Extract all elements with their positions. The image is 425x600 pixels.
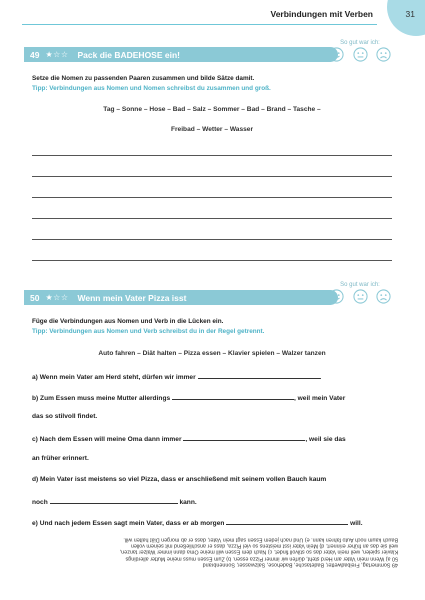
sentence-d-continued (32, 497, 197, 506)
sentence-b-text: b) Zum Essen muss meine Mutter allerdings (32, 395, 171, 402)
sentence-e (32, 518, 363, 527)
answer-blank-a[interactable] (198, 372, 320, 379)
neutral-face-icon[interactable] (353, 289, 368, 304)
sentence-a: a) Wenn mein Vater am Herd steht, dürfen wir immer . (32, 374, 322, 381)
answer-blank-d[interactable] (50, 497, 178, 504)
sentence-b-end: , weil mein Vater (293, 395, 346, 402)
writing-line-1[interactable] (32, 155, 392, 156)
answer-key-line-4: weil sie das an früher erinnert. d) Mein Vater isst meistens so viel Pizza, dass er anschließend mit seinem vollen (130, 542, 398, 549)
sentence-a-text: a) Wenn mein Vater am Herd steht, dürfen wir immer (32, 374, 196, 381)
writing-line-5[interactable] (32, 239, 392, 240)
answer-blank-c[interactable] (183, 434, 305, 441)
difficulty-stars: ★☆☆ (45, 293, 69, 302)
writing-line-4[interactable] (32, 218, 392, 219)
exercise-50-word-list: Auto fahren – Diät halten – Pizza essen – Klavier spielen – Walzer tanzen (98, 350, 326, 357)
exercise-number: 49 (30, 49, 40, 60)
answer-key-line-2: 50 a) Wenn mein Vater am Herd steht, dürfen wir immer Pizza essen. b) Zum Essen muss meine Mutter allerdings (125, 555, 398, 562)
sentence-e-text: e) Und nach jedem Essen sagt mein Vater, dass er ab morgen (32, 520, 225, 527)
difficulty-stars: ★☆☆ (45, 50, 69, 59)
exercise-49-tip: Tipp: Verbindungen aus Nomen und Nomen schreibst du zusammen und groß. (32, 85, 271, 92)
sentence-c-text: c) Nach dem Essen will meine Oma dann immer (32, 436, 182, 443)
answer-key-line-5: Bauch kaum noch Auto fahren kann. e) Und nach jedem Essen sagt mein Vater, dass er ab morgen Diät halten will. (123, 536, 398, 543)
writing-line-6[interactable] (32, 260, 392, 261)
answer-key-line-1: 49 Sommertag, Freibadwetter, Badetasche, Badehose, Salzwasser, Sonnenbrand (202, 561, 398, 568)
sentence-b (32, 393, 345, 402)
answer-key (28, 536, 398, 567)
self-rating-49 (329, 40, 391, 62)
page-number: 31 (405, 9, 415, 19)
exercise-50-tip: Tipp: Verbindungen aus Nomen und Verb schreibst du in der Regel getrennt. (32, 328, 265, 335)
sentence-d-end: kann. (179, 499, 197, 506)
rating-label: So gut war ich: (340, 282, 380, 288)
writing-line-2[interactable] (32, 176, 392, 177)
sentence-b-continued: das so stilvoll findet. (32, 413, 98, 420)
exercise-49-word-list-1: Tag – Sonne – Hose – Bad – Salz – Sommer – Bad – Brand – Tasche – (103, 106, 321, 113)
sentence-c-continued: an früher erinnert. (32, 455, 89, 462)
sentence-c (32, 434, 346, 443)
exercise-49-word-list-2: Freibad – Wetter – Wasser (170, 126, 254, 133)
header-title: Verbindungen mit Verben (270, 9, 373, 19)
exercise-title: Pack die BADEHOSE ein! (77, 49, 180, 60)
sentence-c-end: , weil sie das (305, 436, 346, 443)
sentence-d: d) Mein Vater isst meistens so viel Pizza, dass er anschließend mit seinem vollen Bauch kaum (32, 476, 327, 483)
neutral-face-icon[interactable] (353, 47, 368, 62)
exercise-49-banner (24, 47, 338, 62)
exercise-50-banner (24, 290, 338, 305)
answer-blank-b[interactable] (172, 393, 294, 400)
sad-face-icon[interactable] (376, 47, 391, 62)
sad-face-icon[interactable] (376, 289, 391, 304)
exercise-50-instruction: Füge die Verbindungen aus Nomen und Verb in die Lücken ein. (32, 318, 224, 325)
answer-blank-e[interactable] (226, 518, 348, 525)
header-divider (22, 24, 377, 25)
exercise-title: Wenn mein Vater Pizza isst (77, 292, 187, 303)
self-rating-50 (329, 282, 391, 304)
sentence-e-end: will. (350, 520, 363, 527)
exercise-49-instruction: Setze die Nomen zu passenden Paaren zusammen und bilde Sätze damit. (32, 75, 255, 82)
exercise-number: 50 (30, 292, 40, 303)
writing-line-3[interactable] (32, 197, 392, 198)
answer-key-line-3: Klavier spielen, weil mein Vater das so stilvoll findet. c) Nach dem Essen will meine Oma dann immer Walzer tanzen, (119, 548, 398, 555)
sentence-d-text: noch (32, 499, 48, 506)
rating-label: So gut war ich: (340, 40, 380, 46)
